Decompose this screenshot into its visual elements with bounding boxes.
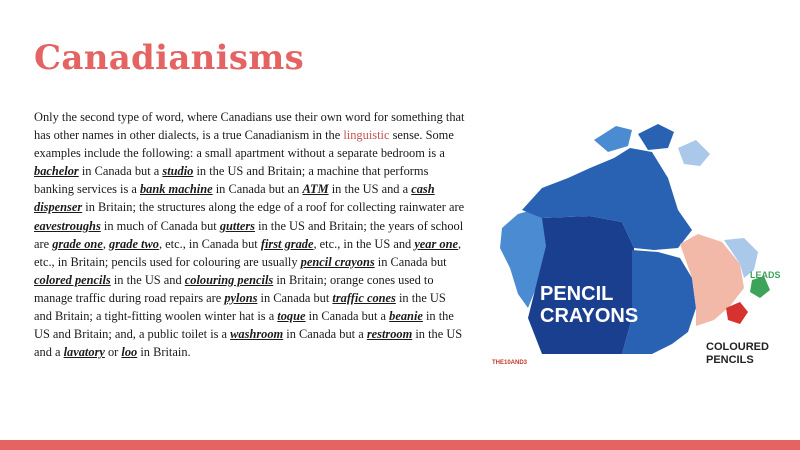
term-first-grade: first grade [260, 236, 314, 251]
bottom-accent-bar [0, 440, 800, 450]
text-run: or [104, 345, 122, 360]
label-leads: LEADS [750, 270, 781, 280]
text-run: in the US and a [34, 327, 463, 360]
text-run: in Canada but [257, 290, 333, 305]
canada-map-figure [482, 118, 782, 380]
term-year-one: year one [414, 236, 459, 251]
term-bank-machine: bank machine [139, 182, 213, 197]
label-coloured-pencils-2: PENCILS [706, 354, 754, 366]
term-pylons: pylons [224, 290, 258, 305]
text-run: in the US and a [328, 182, 412, 197]
term-grade-one: grade one [52, 236, 103, 251]
label-pencil-crayons-1: PENCIL [540, 283, 614, 305]
region-arctic-2 [638, 124, 674, 150]
term-colored-pencils: colored pencils [34, 272, 111, 287]
brand-logo: THE10AND3 [492, 360, 528, 366]
term-toque: toque [277, 309, 306, 324]
text-run: in Canada but a [78, 164, 163, 179]
term-restroom: restroom [366, 327, 413, 342]
text-run: Only the second type of word, where Canadians use their own word for something that has other names in other dialects, is a true Canadianism in the [34, 110, 465, 143]
term-atm: ATM [302, 182, 329, 197]
term-pencil-crayons: pencil crayons [300, 254, 375, 269]
term-loo: loo [121, 345, 138, 360]
text-run: , etc., in Britain; pencils used for colouring are usually [34, 236, 462, 269]
text-run: in Britain; the structures along the edge of a roof for collecting rainwater are [82, 200, 465, 215]
text-run: in Canada but [374, 254, 447, 269]
text-run: in Canada but a [305, 309, 390, 324]
term-grade-two: grade two [109, 236, 159, 251]
text-run: in the US and Britain; the years of school are [34, 218, 464, 251]
term-lavatory: lavatory [63, 345, 105, 360]
text-run: in the US and Britain; and, a public toilet is a [34, 309, 454, 342]
term-eavestroughs: eavestroughs [34, 218, 101, 233]
term-traffic-cones: traffic cones [332, 290, 396, 305]
text-run: in Britain. [137, 345, 191, 360]
text-run: in Britain; orange cones used to manage traffic during road repairs are [34, 272, 434, 305]
text-run: , etc., in the US and [313, 236, 415, 251]
body-paragraph [34, 108, 466, 361]
term-bachelor: bachelor [34, 164, 79, 179]
term-studio: studio [162, 164, 194, 179]
text-run: in the US and [110, 272, 185, 287]
text-run: , [102, 236, 110, 251]
region-ontario [622, 250, 696, 354]
term-beanie: beanie [389, 309, 423, 324]
label-coloured-pencils-1: COLOURED [706, 341, 769, 353]
region-arctic-1 [594, 126, 632, 152]
term-gutters: gutters [219, 218, 255, 233]
text-run: sense. Some examples include the following: a small apartment without a separate bedroom is a [34, 128, 454, 161]
term-cash-dispenser: cash dispenser [34, 182, 435, 215]
text-run: in much of Canada but [100, 218, 220, 233]
text-run: , etc., in Canada but [158, 236, 261, 251]
text-run: in Canada but a [283, 327, 367, 342]
page-title: Canadianisms [34, 38, 305, 78]
text-run: in the US and Britain; a tight-fitting woolen winter hat is a [34, 290, 446, 324]
region-arctic-3 [678, 140, 710, 166]
term-colouring-pencils: colouring pencils [184, 272, 274, 287]
label-pencil-crayons-2: CRAYONS [540, 305, 639, 327]
linguistic-link[interactable]: linguistic [343, 128, 390, 143]
term-washroom: washroom [230, 327, 284, 342]
canada-map [482, 118, 782, 380]
text-run: in the US and Britain; a machine that performs banking services is a [34, 164, 429, 197]
text-run: in Canada but an [212, 182, 303, 197]
